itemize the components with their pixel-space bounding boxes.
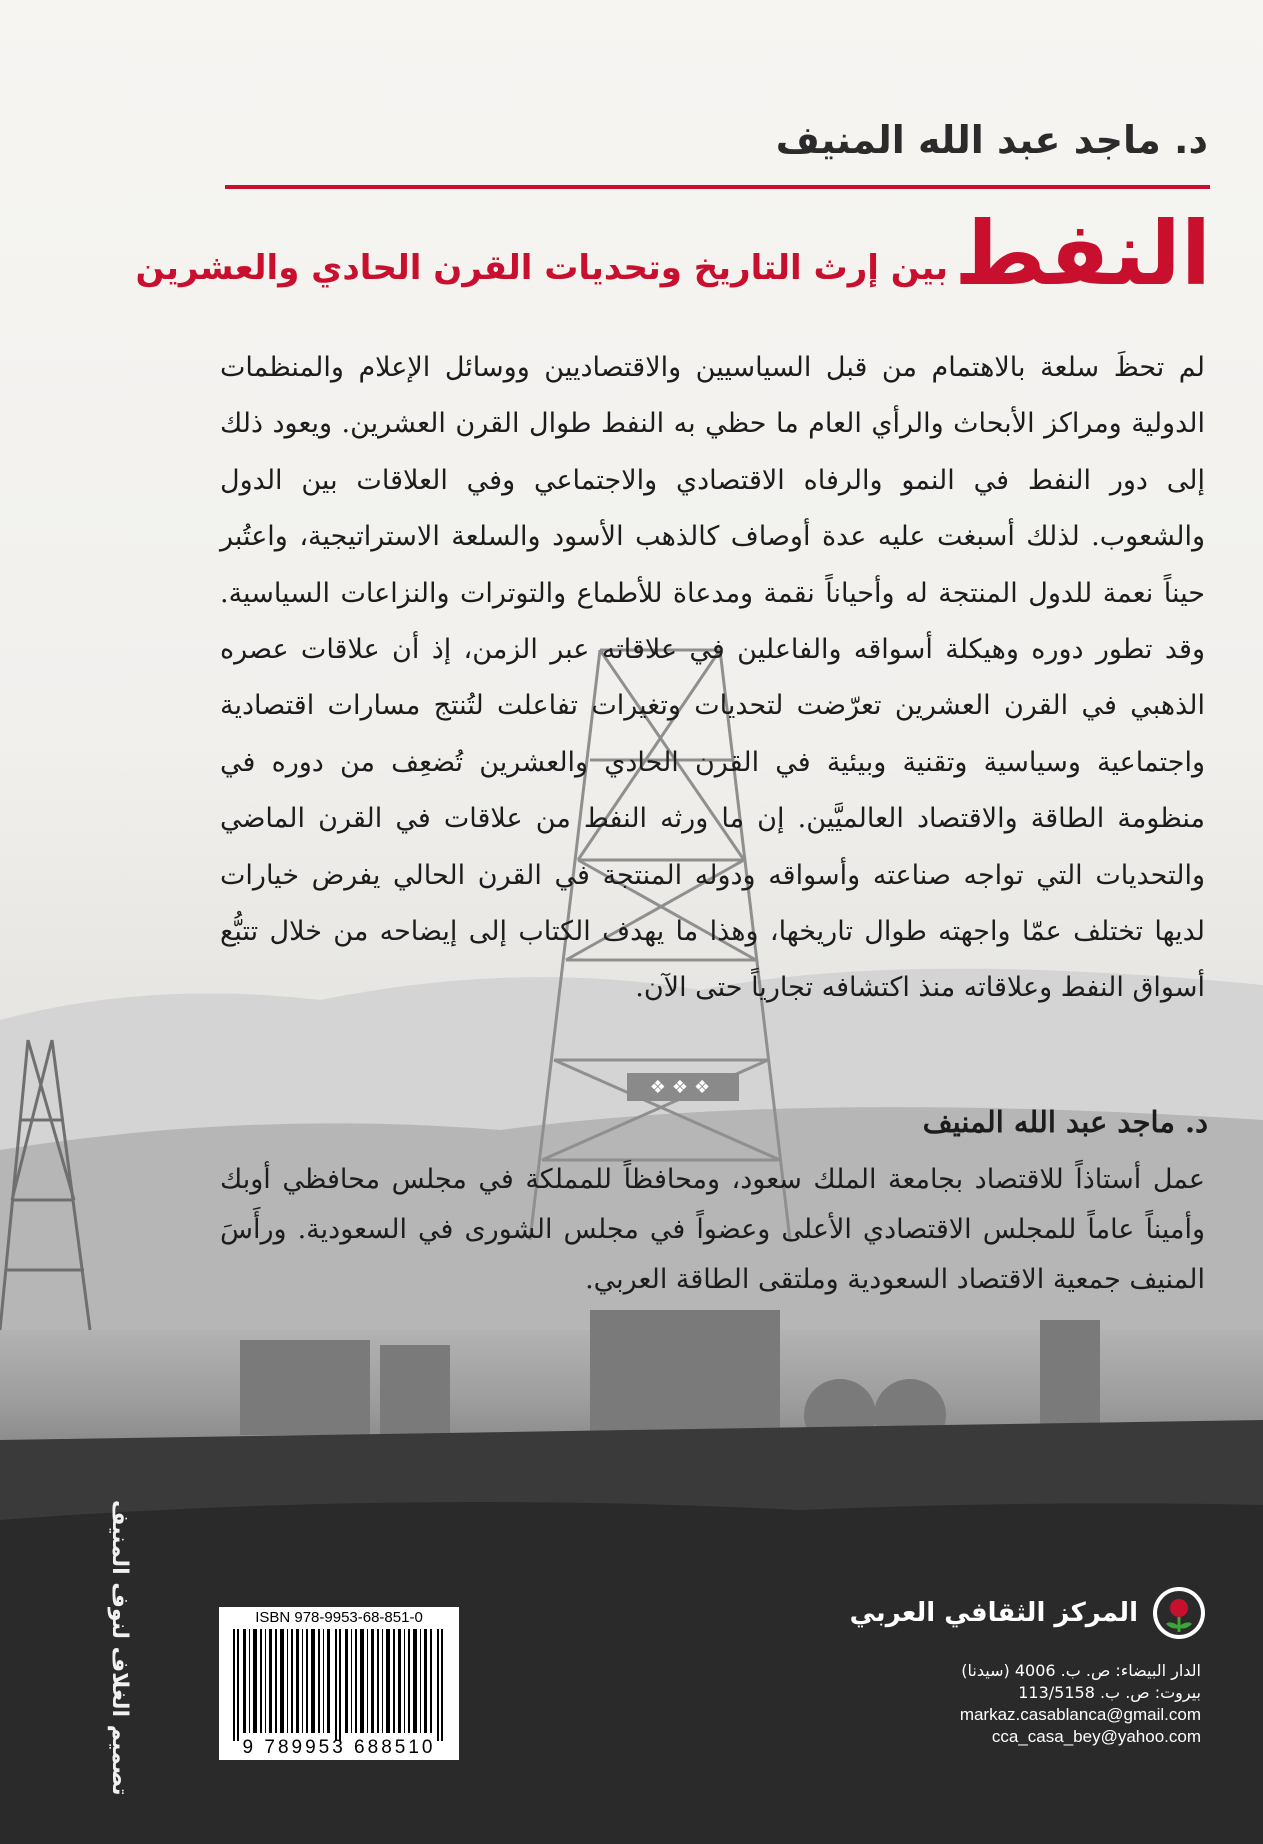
barcode-block (219, 1607, 459, 1760)
address-casablanca: الدار البيضاء: ص. ب. 4006 (سيدنا) (961, 1661, 1201, 1680)
flower-logo-icon (1150, 1584, 1208, 1642)
author-bio: عمل أستاذاً للاقتصاد بجامعة الملك سعود، ومحافظاً للمملكة في مجلس محافظي أوبك وأميناً عاماً للمجلس الاقتصادي الأعلى وعضواً في مجلس الشورى في السعودية. ورأَسَ المنيف جمعية الاقتصاد السعودية وملتقى الطاقة العربي. (220, 1164, 1205, 1295)
publisher-block (850, 1583, 1208, 1643)
author-bio-heading: د. ماجد عبد الله المنيف (922, 1105, 1208, 1139)
book-description: لم تحظَ سلعة بالاهتمام من قبل السياسيين والاقتصاديين ووسائل الإعلام والمنظمات الدولية ومراكز الأبحاث والرأي العام ما حظي به النفط طوال القرن العشرين. ويعود ذلك إلى دور النفط في النمو والرفاه الاقتصادي والاجتماعي وفي العلاقات بين الدول والشعوب. لذلك أسبغت عليه عدة أوصاف كالذهب الأسود والسلعة الاستراتيجية، واعتُبر حيناً نعمة للدول المنتجة له وأحياناً نقمة ومدعاة للأطماع والتوترات والنزاعات السياسية. وقد تطور دوره وهيكلة أسواقه والفاعلين في علاقاته عبر الزمن، إذ أن علاقات عصره الذهبي في القرن العشرين تعرّضت لتحديات وتغيرات تفاعلت لتُنتج مسارات اقتصادية واجتماعية وسياسية وتقنية وبيئية في القرن الحادي والعشرين تُضعِف من دوره في منظومة الطاقة والاقتصاد العالميَّين. إن ما ورثه النفط من علاقات في القرن الماضي والتحديات التي تواجه صناعته وأسواقه ودوله المنتجة في القرن الحالي يفرض خيارات لديها تختلف عمّا واجهته طوال تاريخها، وهذا ما يهدف الكتاب إلى إيضاحه من خلال تتبُّع أسواق النفط وعلاقاته منذ اكتشافه تجارياً حتى الآن. (220, 352, 1205, 1004)
publisher-contacts (801, 1660, 1201, 1748)
email-beirut: cca_casa_bey@yahoo.com (991, 1727, 1201, 1746)
cover-designer-credit: تصميم الغلاف لنوف المنيف (107, 1500, 132, 1796)
isbn-label: ISBN 978-9953-68-851-0 (255, 1609, 423, 1626)
title-divider (225, 185, 1210, 189)
address-beirut: بيروت: ص. ب. 113/5158 (1018, 1683, 1201, 1702)
publisher-name: المركز الثقافي العربي (849, 1598, 1138, 1628)
book-title: النفط (954, 202, 1211, 305)
barcode-digits: 9 789953 688510 (242, 1737, 436, 1758)
author-name-top: د. ماجد عبد الله المنيف (775, 118, 1208, 162)
section-separator: ❖❖❖ (627, 1073, 739, 1101)
book-subtitle: بين إرث التاريخ وتحديات القرن الحادي والعشرين (135, 248, 948, 288)
email-casablanca: markaz.casablanca@gmail.com (959, 1705, 1201, 1724)
